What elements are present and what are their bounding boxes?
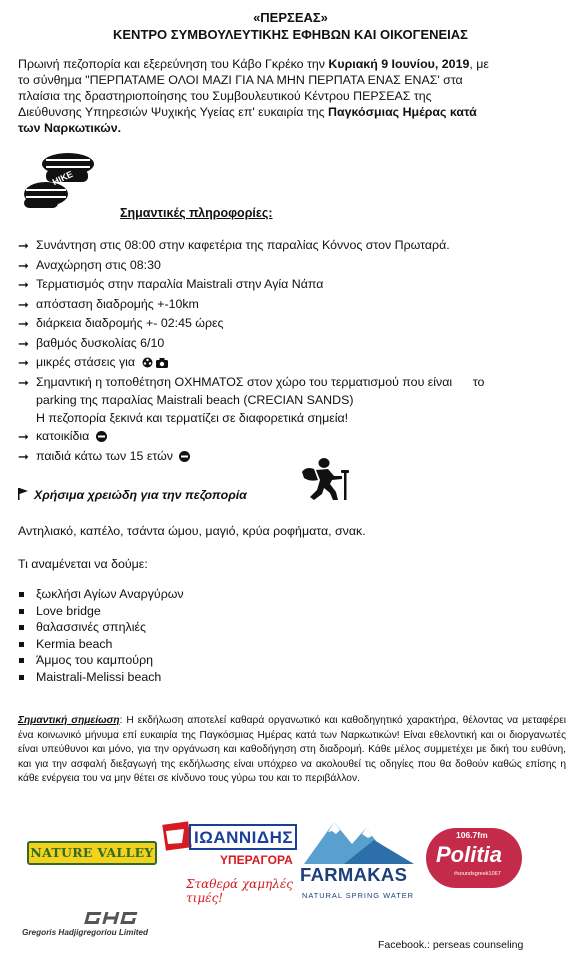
farmakas-logo xyxy=(298,812,420,910)
list-item: ξωκλήσι Αγίων Αναργύρων xyxy=(18,586,184,603)
list-item: Άμμος του καμπούρη xyxy=(18,652,184,669)
ioannidis-logo xyxy=(160,815,300,905)
arrow-icon: ➞ xyxy=(18,316,29,331)
no-entry-icon xyxy=(179,451,190,462)
list-item xyxy=(18,447,566,467)
list-item xyxy=(18,353,566,373)
intro-highlight: Παγκόσμιας Ημέρας κατά xyxy=(328,105,477,119)
arrow-icon: ➞ xyxy=(18,277,29,292)
essentials-heading-text: Χρήσιμα χρειώδη για την πεζοπορία xyxy=(34,488,247,502)
intro-text: , με xyxy=(469,57,489,71)
farmakas-name: FARMAKAS xyxy=(300,864,408,885)
politia-name: Politia xyxy=(436,842,503,867)
list-item xyxy=(18,427,566,447)
list-item-text: απόσταση διαδρομής +-10km xyxy=(36,296,199,311)
disclaimer-label: Σημαντική σημείωση xyxy=(18,715,120,726)
list-item-continuation xyxy=(18,392,566,410)
intro-paragraph xyxy=(18,56,566,136)
list-item-continuation xyxy=(18,410,566,428)
info-heading: Σημαντικές πληροφορίες: xyxy=(120,206,273,220)
hike-footprint-logo xyxy=(16,150,104,216)
expect-heading: Τι αναμένεται να δούμε: xyxy=(18,557,148,571)
politia-logo xyxy=(424,820,526,896)
list-item xyxy=(18,334,566,354)
list-item-text: κατοικίδια xyxy=(36,429,90,443)
list-item-text: Συνάντηση στις 08:00 στην καφετέρια της παραλίας Κόννος στον Πρωταρά. xyxy=(36,238,450,252)
essentials-list-text: Αντηλιακό, καπέλο, τσάντα ώμου, μαγιό, κρύα ροφήματα, σνακ. xyxy=(18,524,366,538)
arrow-icon: ➞ xyxy=(18,429,29,444)
arrow-icon: ➞ xyxy=(18,296,29,312)
list-item-text: Αναχώρηση στις 08:30 xyxy=(36,257,161,272)
intro-text: πλαίσια της δραστηριοποίησης του Συμβουλευτικού Κέντρου ΠΕΡΣΕΑΣ της xyxy=(18,89,432,103)
arrow-icon: ➞ xyxy=(18,374,29,390)
nature-valley-text: NATURE VALLEY xyxy=(30,845,154,860)
politia-hashtag: #soundsgreek1067 xyxy=(454,871,501,877)
arrow-icon: ➞ xyxy=(18,238,29,253)
no-entry-icon xyxy=(96,431,107,442)
mountain-icon xyxy=(304,814,414,864)
farmakas-tagline: NATURAL SPRING WATER xyxy=(302,891,414,900)
info-list xyxy=(18,236,566,466)
ioannidis-subtitle: ΥΠΕΡΑΓΟΡΑ xyxy=(220,853,293,867)
camera-icon xyxy=(156,358,168,368)
list-item-text: παιδιά κάτω των 15 ετών xyxy=(36,448,173,463)
list-item-text: parking της παραλίας Maistrali beach (CRECIAN SANDS) xyxy=(36,393,354,407)
arrow-icon: ➞ xyxy=(18,448,29,464)
arrow-icon: ➞ xyxy=(18,257,29,273)
politia-frequency: 106.7fm xyxy=(456,830,488,840)
flag-icon xyxy=(18,488,28,500)
film-reel-icon xyxy=(142,357,153,368)
list-item: Kermia beach xyxy=(18,636,184,653)
event-date: Κυριακή 9 Ιουνίου, 2019 xyxy=(328,57,470,71)
ioannidis-name: ΙΩΑΝΝΙΔΗΣ xyxy=(194,828,294,847)
intro-text: Διεύθυνσης Υπηρεσιών Ψυχικής Υγείας επ' ευκαιρία της xyxy=(18,105,329,119)
list-item xyxy=(18,236,566,256)
facebook-link[interactable]: Facebook.: perseas counseling xyxy=(378,939,524,951)
disclaimer-note xyxy=(18,714,566,787)
list-item xyxy=(18,314,566,334)
arrow-icon: ➞ xyxy=(18,355,29,370)
hiker-icon xyxy=(300,458,358,500)
arrow-icon: ➞ xyxy=(18,335,29,351)
nature-valley-logo xyxy=(27,841,157,865)
list-item: Maistrali-Melissi beach xyxy=(18,669,184,686)
list-item xyxy=(18,373,566,393)
sights-list xyxy=(18,586,184,685)
list-item xyxy=(18,275,566,295)
page-title: «ΠΕΡΣΕΑΣ» xyxy=(253,10,328,25)
disclaimer-text: : Η εκδήλωση αποτελεί καθαρά οργανωτικό και καθοδηγητικό χαρακτήρα, θέλοντας να μεταφέρει ένα κοινωνικό μήνυμα επί ευκαιρία της Παγκόσμιας Ημέρας κατά των Ναρκωτικών! Είναι εθελοντική και οι διοργανωτές είναι υπεύθυνοι και μόνο, για την οργάνωση και καθοδήγηση στη διαδρομή. Κάθε μέλος συμμετέχει με δική του ευθύνη, και για την ασφαλή διεξαγωγή της εκδήλωσης είναι υπόχρεο να ακολουθεί τις οδηγίες που θα δοθούν καθώς επίσης η κάθε ενέργεια του να μην θέτει σε κίνδυνο τους γύρω του και το περιβάλλον. xyxy=(18,715,566,784)
list-item-text: Η πεζοπορία ξεκινά και τερματίζει σε διαφορετικά σημεία! xyxy=(36,410,349,425)
list-item-text: βαθμός δυσκολίας 6/10 xyxy=(36,335,165,350)
intro-highlight: των Ναρκωτικών. xyxy=(18,121,122,135)
page-subtitle: ΚΕΝΤΡΟ ΣΥΜΒΟΥΛΕΥΤΙΚΗΣ ΕΦΗΒΩΝ ΚΑΙ ΟΙΚΟΓΕΝΕΙΑΣ xyxy=(113,27,468,42)
list-item-text: Τερματισμός στην παραλία Maistrali στην Αγία Νάπα xyxy=(36,277,324,291)
essentials-heading xyxy=(18,488,247,502)
hike-logo-label: HIKE xyxy=(50,168,75,188)
list-item-text: μικρές στάσεις για xyxy=(36,355,136,369)
intro-text: το σύνθημα "ΠΕΡΠΑΤΑΜΕ ΟΛΟΙ ΜΑΖΙ ΓΙΑ ΝΑ ΜΗΝ ΠΕΡΠΑΤΑ ΕΝΑΣ ΕΝΑΣ' στα xyxy=(18,73,463,87)
ioannidis-slogan: Σταθερά χαμηλές τιμές! xyxy=(186,877,293,905)
list-item: θαλασσινές σπηλιές xyxy=(18,619,184,636)
list-item-text: διάρκεια διαδρομής +- 02:45 ώρες xyxy=(36,316,224,330)
gregoris-name: Gregoris Hadjigregoriou Limited xyxy=(22,928,149,937)
intro-text: Πρωινή πεζοπορία και εξερεύνηση του Κάβο Γκρέκο την xyxy=(18,57,329,71)
ghg-mark xyxy=(82,910,146,926)
list-item xyxy=(18,295,566,315)
list-item: Love bridge xyxy=(18,603,184,620)
gregoris-logo xyxy=(22,910,212,942)
list-item xyxy=(18,256,566,276)
list-item-text: Σημαντική η τοποθέτηση ΟΧΗΜΑΤΟΣ στον χώρο του τερματισμού που είναι το xyxy=(36,374,485,389)
